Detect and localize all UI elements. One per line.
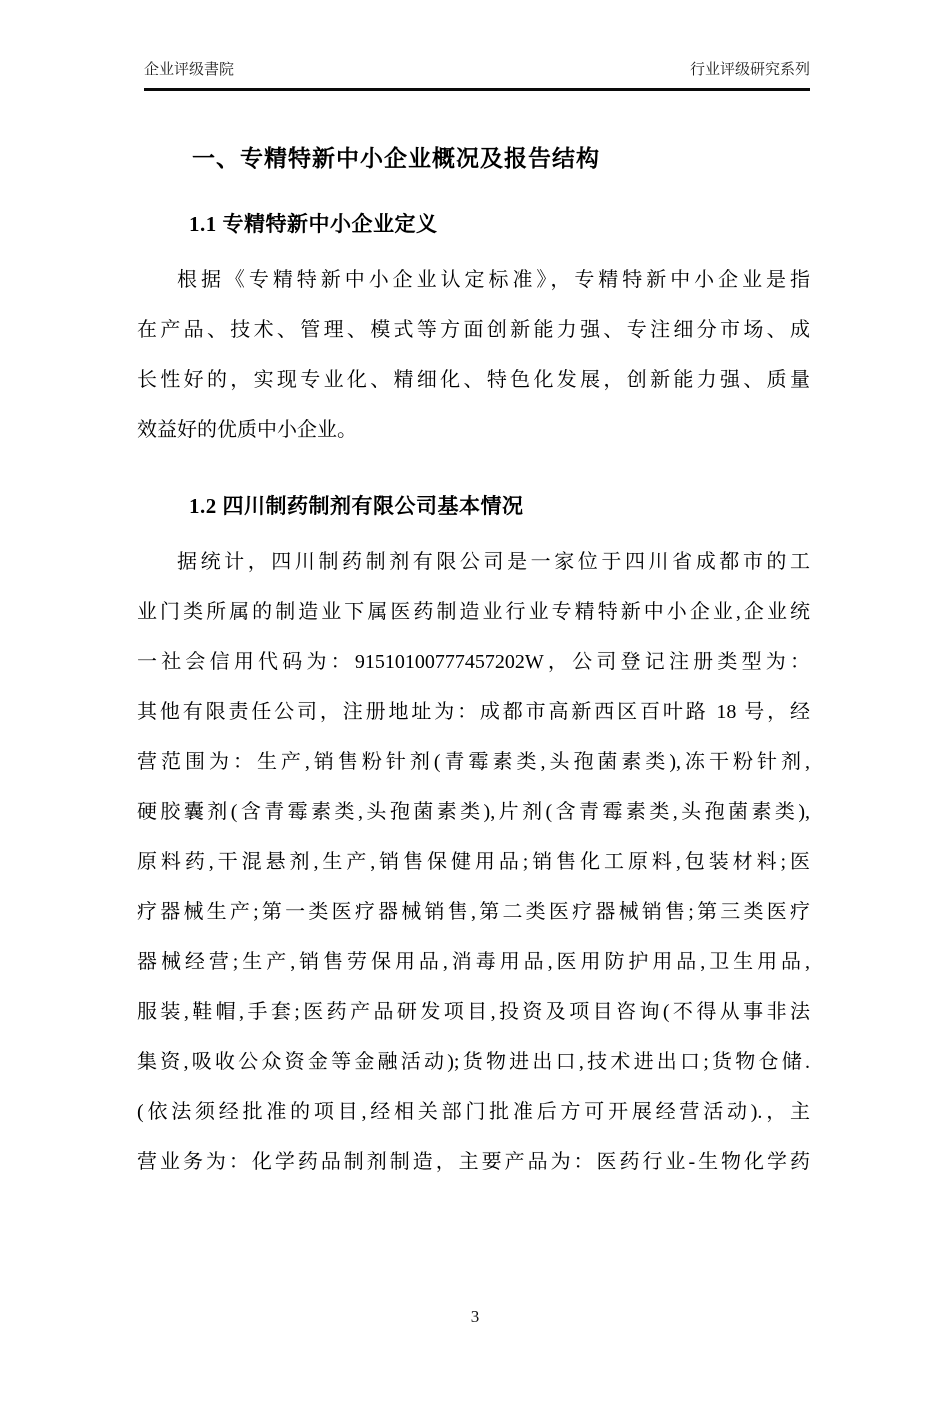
text-line: 疗器械生产;第一类医疗器械销售,第二类医疗器械销售;第三类医疗	[137, 901, 810, 923]
page-number: 3	[470, 1307, 480, 1326]
text-line: 服装,鞋帽,手套;医药产品研发项目,投资及项目咨询(不得从事非法	[137, 1001, 810, 1023]
paragraph-company-profile	[137, 537, 810, 1187]
text-line: 业门类所属的制造业下属医药制造业行业专精特新中小企业,企业统	[137, 601, 810, 623]
text-line: 效益好的优质中小企业。	[137, 419, 357, 441]
text-line: 器械经营;生产,销售劳保用品,消毒用品,医用防护用品,卫生用品,	[137, 951, 810, 973]
text-line: 据统计，四川制药制剂有限公司是一家位于四川省成都市的工	[177, 551, 810, 573]
text-line: 一社会信用代码为：91510100777457202W，公司登记注册类型为：	[137, 651, 810, 673]
page-content	[137, 143, 810, 1187]
subsection-heading-1-1: 1.1 专精特新中小企业定义	[189, 212, 438, 236]
page-header	[144, 58, 810, 91]
document-page	[0, 58, 950, 1402]
header-left-text: 企业评级書院	[144, 61, 235, 78]
text-line: 营业务为：化学药品制剂制造，主要产品为：医药行业-生物化学药	[137, 1151, 810, 1173]
text-line: (依法须经批准的项目,经相关部门批准后方可开展经营活动).，主	[137, 1101, 810, 1123]
section-heading-1: 一、专精特新中小企业概况及报告结构	[192, 146, 600, 171]
subsection-heading-1-2: 1.2 四川制药制剂有限公司基本情况	[189, 494, 524, 518]
text-line: 营范围为：生产,销售粉针剂(青霉素类,头孢菌素类),冻干粉针剂,	[137, 751, 810, 773]
text-line: 其他有限责任公司，注册地址为：成都市高新西区百叶路 18 号，经	[137, 701, 810, 723]
header-right-text: 行业评级研究系列	[689, 61, 810, 78]
text-line: 在产品、技术、管理、模式等方面创新能力强、专注细分市场、成	[137, 319, 810, 341]
text-line: 原料药,干混悬剂,生产,销售保健用品;销售化工原料,包装材料;医	[137, 851, 810, 873]
text-line: 根据《专精特新中小企业认定标准》，专精特新中小企业是指	[177, 269, 810, 291]
text-line: 长性好的，实现专业化、精细化、特色化发展，创新能力强、质量	[137, 369, 810, 391]
text-line: 集资,吸收公众资金等金融活动);货物进出口,技术进出口;货物仓储.	[137, 1051, 810, 1073]
text-line: 硬胶囊剂(含青霉素类,头孢菌素类),片剂(含青霉素类,头孢菌素类),	[137, 801, 810, 823]
paragraph-definition	[137, 255, 810, 455]
